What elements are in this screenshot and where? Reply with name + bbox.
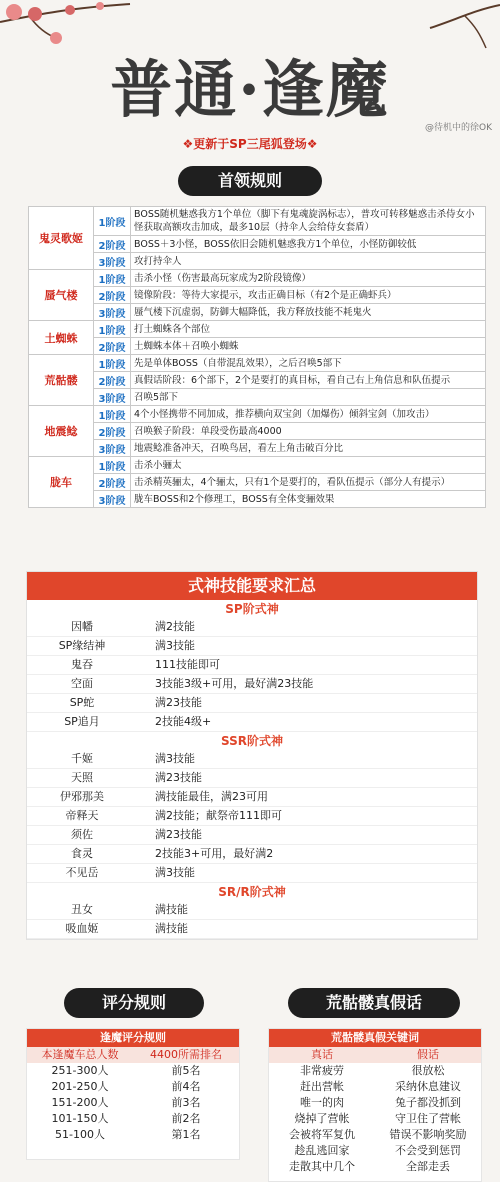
phase-label: 3阶段 bbox=[94, 389, 131, 406]
skill-row bbox=[27, 807, 477, 826]
skill-requirement: 满3技能 bbox=[155, 866, 195, 879]
shikigami-name: 伊邪那美 bbox=[60, 790, 104, 803]
column-header: 真话 bbox=[311, 1048, 333, 1061]
phase-desc: 击杀小怪（伤害最高玩家成为2阶段镜像） bbox=[131, 270, 486, 287]
shikigami-name: 不见岳 bbox=[65, 866, 99, 879]
table-row bbox=[29, 321, 486, 338]
skill-row bbox=[27, 750, 477, 769]
shikigami-name: 帝释天 bbox=[65, 809, 99, 822]
phase-desc: 土蜘蛛本体＋召唤小蜘蛛 bbox=[131, 338, 486, 355]
table-row bbox=[29, 207, 486, 236]
phase-label: 3阶段 bbox=[94, 304, 131, 321]
lie-keyword: 采纳休息建议 bbox=[395, 1080, 461, 1093]
table-row bbox=[29, 491, 486, 508]
skill-row bbox=[27, 845, 477, 864]
boss-name: 土蜘蛛 bbox=[29, 321, 94, 355]
phase-desc: BOSS随机魅惑我方1个单位（脚下有鬼魂旋涡标志），普攻可转移魅惑击杀侍女小怪获取高额攻击加成，最多10层（持伞人会给侍女套盾） bbox=[131, 207, 486, 236]
table-row bbox=[29, 423, 486, 440]
skill-requirement: 满3技能 bbox=[155, 639, 195, 652]
shikigami-name: 食灵 bbox=[71, 847, 93, 860]
player-count: 151-200人 bbox=[51, 1096, 109, 1109]
lie-keyword: 兔子都没抓到 bbox=[395, 1096, 461, 1109]
phase-label: 1阶段 bbox=[94, 321, 131, 338]
phase-desc: 地震鲶准备冲天，召唤鸟居，看左上角击破百分比 bbox=[131, 440, 486, 457]
phase-desc: 召唤5部下 bbox=[131, 389, 486, 406]
table-row bbox=[27, 1095, 239, 1111]
update-subtitle: ❖更新于SP三尾狐登场❖ bbox=[182, 137, 318, 151]
skill-requirements-panel bbox=[26, 571, 478, 940]
table-row bbox=[27, 1079, 239, 1095]
required-rank: 前2名 bbox=[171, 1112, 201, 1125]
phase-label: 3阶段 bbox=[94, 253, 131, 270]
phase-label: 1阶段 bbox=[94, 270, 131, 287]
skill-row bbox=[27, 637, 477, 656]
phase-label: 1阶段 bbox=[94, 355, 131, 372]
score-card-title: 逢魔评分规则 bbox=[27, 1029, 239, 1047]
skill-row bbox=[27, 675, 477, 694]
lie-keyword: 错误不影响奖励 bbox=[389, 1128, 467, 1141]
phase-label: 2阶段 bbox=[94, 236, 131, 253]
score-rules-card bbox=[26, 1028, 240, 1160]
boss-name: 荒骷髅 bbox=[29, 355, 94, 406]
truth-column-headers bbox=[269, 1047, 481, 1063]
skill-requirement: 3技能3级+可用，最好满23技能 bbox=[155, 677, 314, 690]
boss-name: 地震鲶 bbox=[29, 406, 94, 457]
phase-label: 3阶段 bbox=[94, 440, 131, 457]
table-row bbox=[29, 338, 486, 355]
phase-desc: 击杀精英骊太，4个骊太，只有1个是要打的，看队伍提示（部分人有提示） bbox=[131, 474, 486, 491]
table-row bbox=[29, 389, 486, 406]
skill-row bbox=[27, 713, 477, 732]
phase-desc: BOSS＋3小怪，BOSS依旧会随机魅惑我方1个单位，小怪防御较低 bbox=[131, 236, 486, 253]
truth-keyword: 唯一的肉 bbox=[300, 1096, 344, 1109]
table-row bbox=[29, 474, 486, 491]
column-header: 4400所需排名 bbox=[150, 1048, 222, 1061]
boss-rules-heading: 首领规则 bbox=[178, 166, 322, 196]
tier-heading: SP阶式神 bbox=[225, 602, 279, 616]
shikigami-name: SP缘结神 bbox=[58, 639, 106, 652]
phase-desc: 镜像阶段：等待大家提示，攻击正确目标（有2个是正确虾兵） bbox=[131, 287, 486, 304]
skill-row bbox=[27, 788, 477, 807]
phase-label: 1阶段 bbox=[94, 207, 131, 236]
skill-requirement: 满2技能 bbox=[155, 620, 195, 633]
skill-requirements-heading: 式神技能要求汇总 bbox=[27, 572, 477, 600]
player-count: 251-300人 bbox=[51, 1064, 109, 1077]
tier-heading: SR/R阶式神 bbox=[218, 885, 286, 899]
phase-desc: 先是单体BOSS（自带混乱效果），之后召唤5部下 bbox=[131, 355, 486, 372]
shikigami-name: 吸血姬 bbox=[65, 922, 99, 935]
shikigami-name: 因幡 bbox=[71, 620, 93, 633]
tier-heading: SSR阶式神 bbox=[221, 734, 283, 748]
skill-requirement: 满技能最佳，满23可用 bbox=[155, 790, 268, 803]
boss-rules-table bbox=[28, 206, 486, 508]
required-rank: 前3名 bbox=[171, 1096, 201, 1109]
shikigami-name: SP追月 bbox=[64, 715, 100, 728]
boss-name: 胧车 bbox=[29, 457, 94, 508]
truth-keyword: 烧掉了营帐 bbox=[294, 1112, 350, 1125]
lie-keyword: 守卫住了营帐 bbox=[395, 1112, 461, 1125]
table-row bbox=[29, 236, 486, 253]
skill-row bbox=[27, 618, 477, 637]
shikigami-name: 天照 bbox=[71, 771, 93, 784]
required-rank: 第1名 bbox=[171, 1128, 201, 1141]
lie-keyword: 很放松 bbox=[411, 1064, 445, 1077]
skill-requirement: 满技能 bbox=[155, 903, 188, 916]
boss-name: 蜃气楼 bbox=[29, 270, 94, 321]
player-count: 101-150人 bbox=[51, 1112, 109, 1125]
phase-label: 3阶段 bbox=[94, 491, 131, 508]
column-header: 本逢魔车总人数 bbox=[41, 1048, 119, 1061]
table-row bbox=[29, 304, 486, 321]
shikigami-name: 须佐 bbox=[71, 828, 93, 841]
table-row bbox=[269, 1095, 481, 1111]
table-row bbox=[29, 253, 486, 270]
player-count: 51-100人 bbox=[55, 1128, 105, 1141]
lie-keyword: 全部走丢 bbox=[406, 1160, 450, 1173]
skill-requirement: 满3技能 bbox=[155, 752, 195, 765]
lie-keyword: 不会受到惩罚 bbox=[395, 1144, 461, 1157]
skill-row bbox=[27, 920, 477, 939]
shikigami-name: 千姬 bbox=[71, 752, 93, 765]
skill-requirement: 满23技能 bbox=[155, 771, 202, 784]
score-rules-heading: 评分规则 bbox=[64, 988, 204, 1018]
phase-label: 2阶段 bbox=[94, 474, 131, 491]
shikigami-name: 鬼吞 bbox=[71, 658, 93, 671]
skill-row bbox=[27, 656, 477, 675]
skill-row bbox=[27, 864, 477, 883]
phase-desc: 蜃气楼下沉虚弱，防御大幅降低，我方释放技能不耗鬼火 bbox=[131, 304, 486, 321]
skill-row bbox=[27, 826, 477, 845]
truth-lie-card bbox=[268, 1028, 482, 1182]
truth-card-title: 荒骷髅真假关键词 bbox=[269, 1029, 481, 1047]
truth-keyword: 赶出营帐 bbox=[300, 1080, 344, 1093]
table-row bbox=[269, 1079, 481, 1095]
phase-desc: 击杀小骊太 bbox=[131, 457, 486, 474]
table-row bbox=[29, 440, 486, 457]
table-row bbox=[29, 457, 486, 474]
phase-label: 2阶段 bbox=[94, 338, 131, 355]
skill-requirement: 2技能4级+ bbox=[155, 715, 212, 728]
shikigami-name: 丑女 bbox=[71, 903, 93, 916]
table-row bbox=[29, 270, 486, 287]
truth-keyword: 走散其中几个 bbox=[289, 1160, 355, 1173]
table-row bbox=[269, 1143, 481, 1159]
skill-requirement: 2技能3+可用，最好满2 bbox=[155, 847, 274, 860]
shikigami-name: 空面 bbox=[71, 677, 93, 690]
skill-row bbox=[27, 901, 477, 920]
truth-keyword: 非常疲劳 bbox=[300, 1064, 344, 1077]
required-rank: 前5名 bbox=[171, 1064, 201, 1077]
phase-label: 2阶段 bbox=[94, 372, 131, 389]
phase-label: 1阶段 bbox=[94, 406, 131, 423]
phase-desc: 召唤猴子阶段：单段受伤最高4000 bbox=[131, 423, 486, 440]
skill-requirement: 满技能 bbox=[155, 922, 188, 935]
truth-keyword: 趁乱逃回家 bbox=[294, 1144, 350, 1157]
page-title: 普通·逢魔 bbox=[110, 53, 390, 126]
skill-requirement: 满23技能 bbox=[155, 828, 202, 841]
skill-requirement: 满23技能 bbox=[155, 696, 202, 709]
player-count: 201-250人 bbox=[51, 1080, 109, 1093]
table-row bbox=[27, 1063, 239, 1079]
table-row bbox=[269, 1063, 481, 1079]
skill-row bbox=[27, 694, 477, 713]
skill-requirement: 111技能即可 bbox=[155, 658, 220, 671]
table-row bbox=[29, 355, 486, 372]
table-row bbox=[27, 1111, 239, 1127]
truth-keyword: 会被将军复仇 bbox=[289, 1128, 355, 1141]
phase-desc: 打土蜘蛛各个部位 bbox=[131, 321, 486, 338]
table-row bbox=[29, 372, 486, 389]
phase-desc: 胧车BOSS和2个修理工，BOSS有全体变骊效果 bbox=[131, 491, 486, 508]
shikigami-name: SP蛇 bbox=[69, 696, 95, 709]
required-rank: 前4名 bbox=[171, 1080, 201, 1093]
table-row bbox=[29, 406, 486, 423]
phase-desc: 攻打持伞人 bbox=[131, 253, 486, 270]
table-row bbox=[269, 1127, 481, 1143]
skill-requirement: 满2技能；献祭帝111即可 bbox=[155, 809, 282, 822]
phase-desc: 真假话阶段：6个部下，2个是要打的真目标，看自己右上角信息和队伍提示 bbox=[131, 372, 486, 389]
truth-lie-heading: 荒骷髅真假话 bbox=[288, 988, 460, 1018]
skill-row bbox=[27, 769, 477, 788]
watermark: @待机中的徐OK bbox=[425, 123, 492, 133]
phase-label: 2阶段 bbox=[94, 423, 131, 440]
table-row bbox=[269, 1111, 481, 1127]
phase-label: 1阶段 bbox=[94, 457, 131, 474]
table-row bbox=[29, 287, 486, 304]
phase-label: 2阶段 bbox=[94, 287, 131, 304]
table-row bbox=[27, 1127, 239, 1143]
score-column-headers bbox=[27, 1047, 239, 1063]
boss-name: 鬼灵歌姬 bbox=[29, 207, 94, 270]
table-row bbox=[269, 1159, 481, 1175]
phase-desc: 4个小怪携带不同加成，推荐横向双宝剑（加爆伤）倾斜宝剑（加攻击） bbox=[131, 406, 486, 423]
column-header: 假话 bbox=[417, 1048, 439, 1061]
